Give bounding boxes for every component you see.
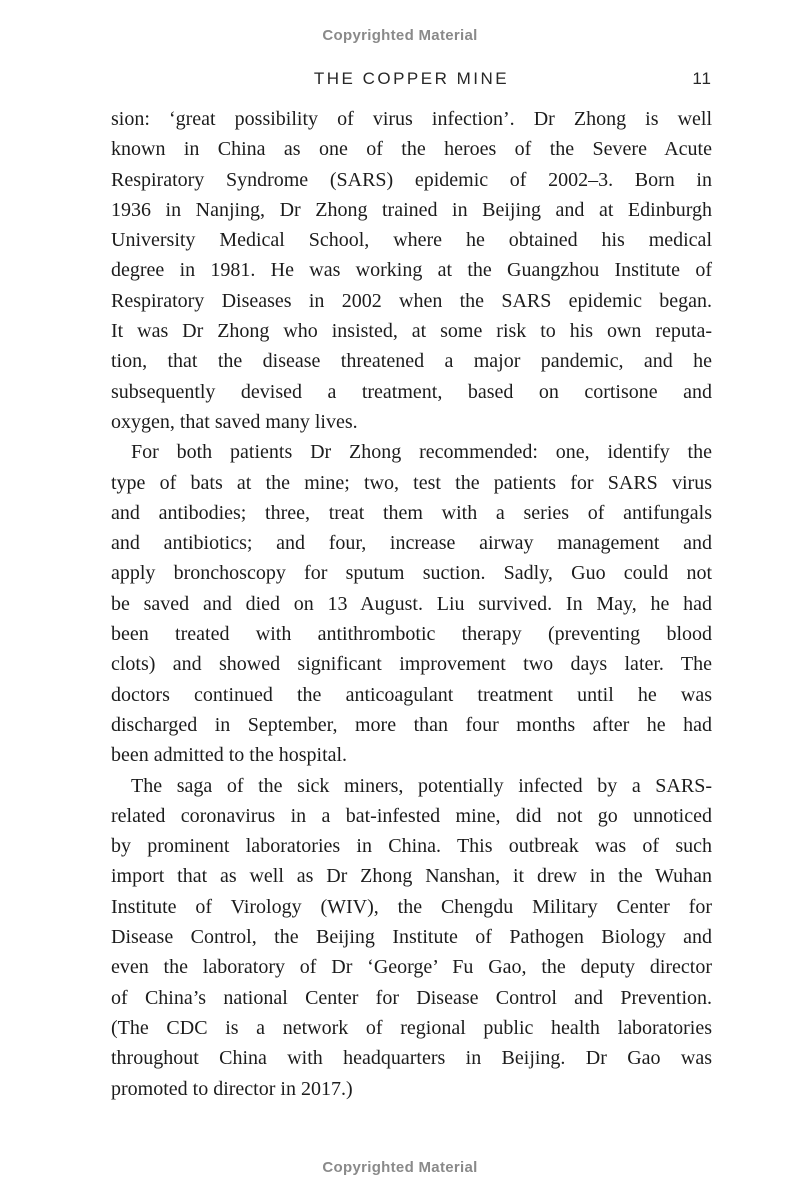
text-line: by prominent laboratories in China. This outbreak was of such — [111, 835, 712, 858]
copyright-notice-bottom: Copyrighted Material — [322, 1159, 478, 1176]
text-line: related coronavirus in a bat-infested mine, did not go unnoticed — [111, 804, 712, 827]
text-line: of China’s national Center for Disease Control and Prevention. — [111, 986, 712, 1009]
text-line: discharged in September, more than four months after he had — [111, 713, 712, 736]
text-line: apply bronchoscopy for sputum suction. Sadly, Guo could not — [111, 562, 712, 585]
text-line: even the laboratory of Dr ‘George’ Fu Gao, the deputy director — [111, 956, 712, 979]
text-line: degree in 1981. He was working at the Guangzhou Institute of — [111, 259, 712, 282]
copyright-notice-top: Copyrighted Material — [322, 27, 478, 44]
text-line: oxygen, that saved many lives. — [111, 410, 358, 433]
text-line: known in China as one of the heroes of the Severe Acute — [111, 138, 712, 161]
text-line: doctors continued the anticoagulant treatment until he was — [111, 683, 712, 706]
page-number: 11 — [692, 69, 712, 88]
text-line: type of bats at the mine; two, test the patients for SARS virus — [111, 471, 712, 494]
text-line: promoted to director in 2017.) — [111, 1077, 353, 1100]
text-line: tion, that the disease threatened a major pandemic, and he — [111, 350, 712, 373]
text-line: clots) and showed significant improvement two days later. The — [111, 653, 712, 676]
text-line: subsequently devised a treatment, based on cortisone and — [111, 380, 712, 403]
text-line: and antibodies; three, treat them with a series of antifungals — [111, 501, 712, 524]
chapter-title: THE COPPER MINE — [313, 69, 510, 88]
text-line: import that as well as Dr Zhong Nanshan, it drew in the Wuhan — [111, 865, 712, 888]
text-line: (The CDC is a network of regional public health laboratories — [111, 1016, 712, 1039]
text-line: be saved and died on 13 August. Liu survived. In May, he had — [111, 592, 712, 615]
text-line: Respiratory Syndrome (SARS) epidemic of 2002–3. Born in — [111, 168, 712, 191]
text-line: sion: ‘great possibility of virus infection’. Dr Zhong is well — [111, 108, 712, 130]
text-line: The saga of the sick miners, potentially infected by a SARS- — [131, 774, 712, 797]
text-line: and antibiotics; and four, increase airway management and — [111, 532, 712, 555]
running-head — [111, 69, 712, 89]
text-line: Respiratory Diseases in 2002 when the SARS epidemic began. — [111, 289, 712, 312]
text-line: 1936 in Nanjing, Dr Zhong trained in Beijing and at Edinburgh — [111, 198, 712, 221]
text-line: Disease Control, the Beijing Institute of Pathogen Biology and — [111, 926, 712, 949]
text-line: It was Dr Zhong who insisted, at some risk to his own reputa- — [111, 320, 712, 343]
text-line: been treated with antithrombotic therapy (preventing blood — [111, 623, 712, 646]
text-line: been admitted to the hospital. — [111, 744, 348, 767]
text-line: For both patients Dr Zhong recommended: one, identify the — [131, 441, 712, 464]
text-line: University Medical School, where he obtained his medical — [111, 229, 712, 252]
body-text — [111, 104, 712, 1104]
text-line: Institute of Virology (WIV), the Chengdu Military Center for — [111, 895, 712, 918]
text-line: throughout China with headquarters in Beijing. Dr Gao was — [111, 1047, 712, 1070]
